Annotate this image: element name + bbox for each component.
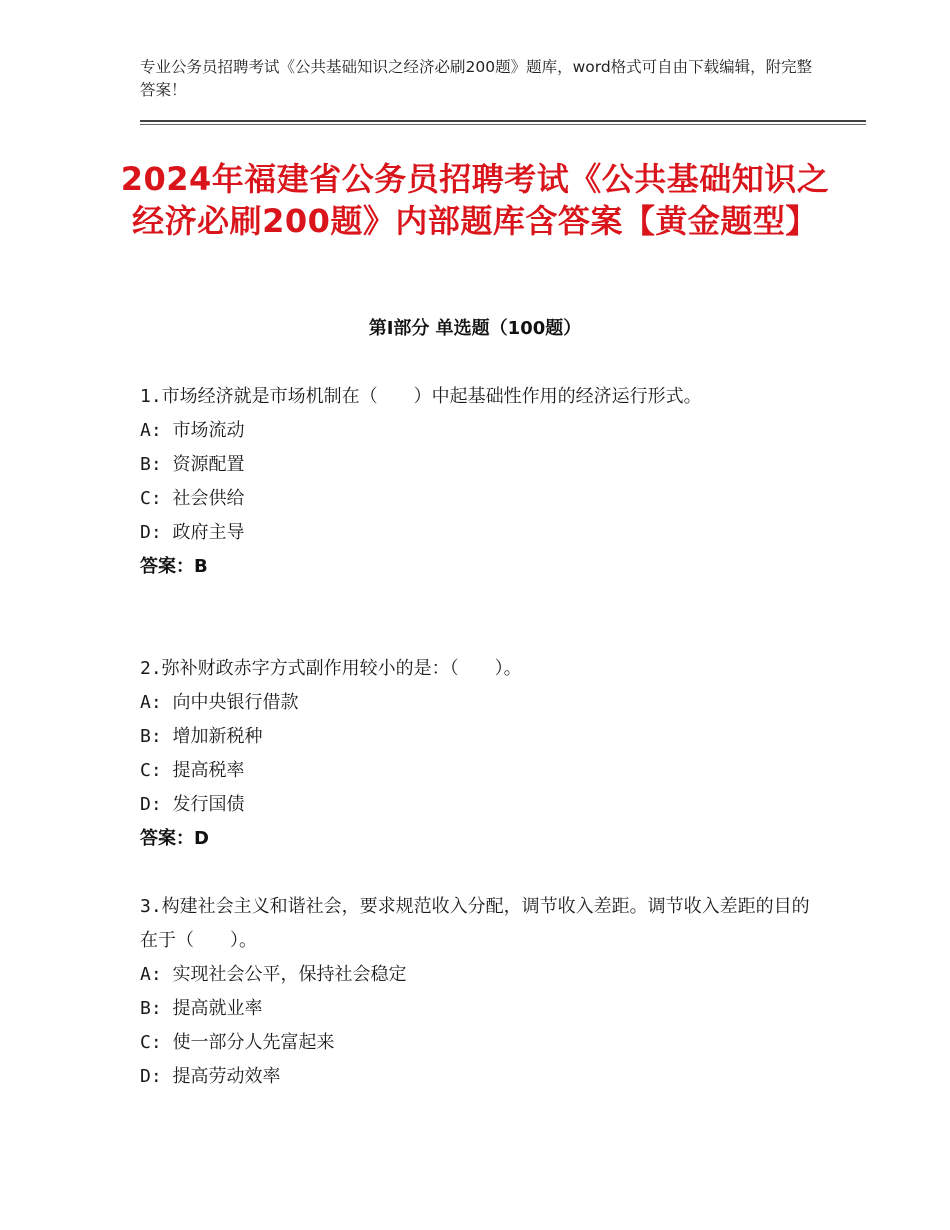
- document-title: 2024年福建省公务员招聘考试《公共基础知识之经济必刷200题》内部题库含答案【黄金题型】: [120, 160, 830, 240]
- question-option-d: D: 发行国债: [140, 794, 245, 815]
- question-2: [140, 652, 820, 856]
- question-answer: 答案：D: [140, 828, 209, 849]
- question-option-b: B: 提高就业率: [140, 998, 263, 1019]
- header-rule-thick: [140, 120, 866, 122]
- question-option-a: A: 实现社会公平，保持社会稳定: [140, 964, 407, 985]
- question-option-d: D: 提高劳动效率: [140, 1066, 281, 1087]
- header-note: 专业公务员招聘考试《公共基础知识之经济必刷200题》题库，word格式可自由下载编辑，附完整答案！: [140, 58, 813, 99]
- question-3: [140, 890, 820, 1094]
- section-title: 第Ⅰ部分 单选题（100题）: [368, 318, 582, 339]
- question-option-b: B: 资源配置: [140, 454, 245, 475]
- question-option-c: C: 提高税率: [140, 760, 245, 781]
- question-option-b: B: 增加新税种: [140, 726, 263, 747]
- question-stem: 2.弥补财政赤字方式副作用较小的是：（ ）。: [140, 658, 522, 679]
- question-1: [140, 380, 820, 584]
- question-option-a: A: 向中央银行借款: [140, 692, 299, 713]
- question-option-c: C: 社会供给: [140, 488, 245, 509]
- question-stem: 3.构建社会主义和谐社会，要求规范收入分配，调节收入差距。调节收入差距的目的在于（ ）。: [140, 896, 810, 951]
- question-option-a: A: 市场流动: [140, 420, 245, 441]
- question-stem: 1.市场经济就是市场机制在（ ）中起基础性作用的经济运行形式。: [140, 386, 702, 407]
- question-answer: 答案：B: [140, 556, 208, 577]
- question-option-d: D: 政府主导: [140, 522, 245, 543]
- header-rule-thin: [140, 124, 866, 125]
- question-option-c: C: 使一部分人先富起来: [140, 1032, 335, 1053]
